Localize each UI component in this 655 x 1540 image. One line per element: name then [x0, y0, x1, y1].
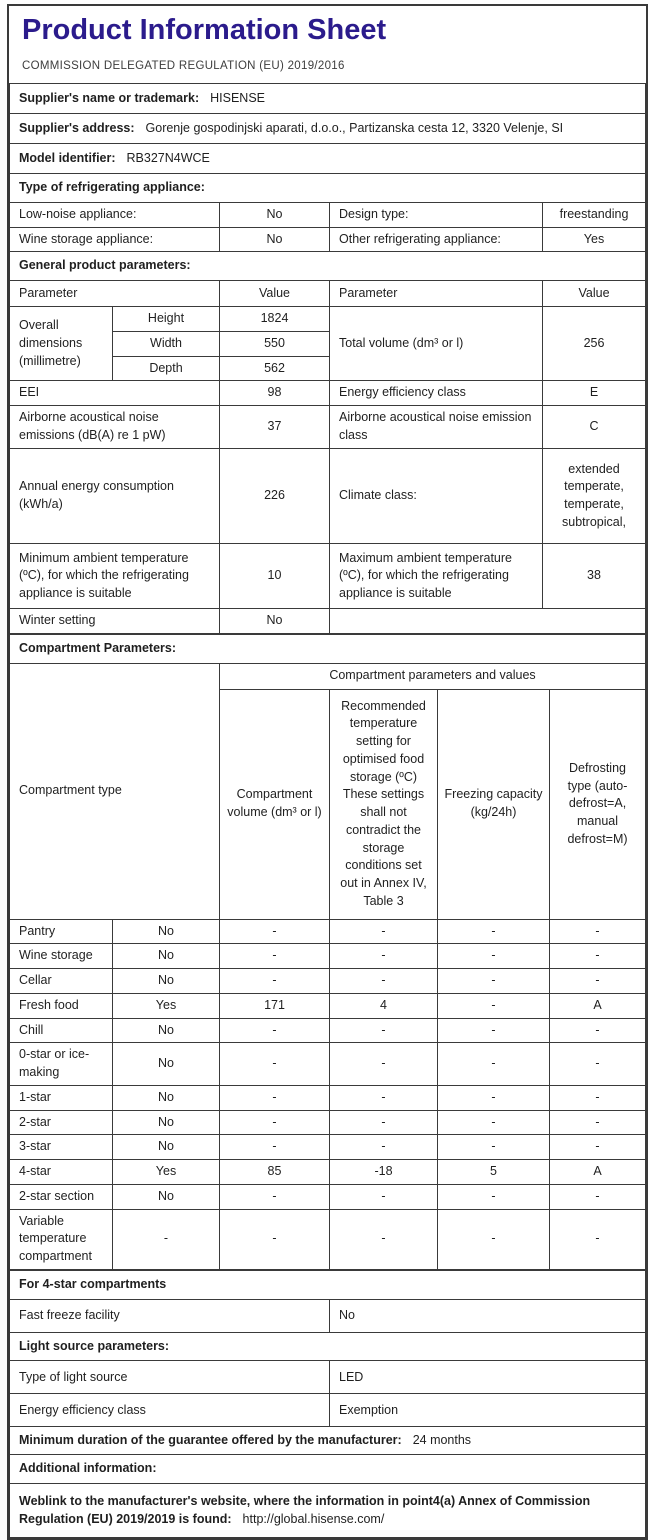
table-row-variable-temperature: [10, 1209, 646, 1269]
compartment-freezing: -: [438, 1209, 550, 1269]
overall-dimensions-label: Overall dimensions (millimetre): [10, 307, 113, 381]
compartment-group-header: Compartment parameters and values: [220, 663, 646, 689]
climate-class-value: extended temperate, temperate, subtropical,: [543, 449, 646, 544]
weblink-row: [10, 1484, 646, 1538]
compartment-type: Cellar: [10, 969, 113, 994]
compartment-volume: -: [220, 1043, 330, 1086]
winter-setting-label: Winter setting: [10, 609, 220, 634]
supplier-address-value: Gorenje gospodinjski aparati, d.o.o., Partizanska cesta 12, 3320 Velenje, SI: [145, 120, 564, 135]
additional-information-row: [10, 1455, 646, 1484]
compartment-type: 2-star section: [10, 1184, 113, 1209]
guarantee-value: 24 months: [412, 1433, 472, 1448]
general-parameters-table: [9, 83, 646, 634]
compartment-present: No: [113, 1135, 220, 1160]
light-source-heading-row: [10, 1332, 646, 1361]
compartment-temperature: -: [330, 919, 438, 944]
compartment-table: [9, 634, 646, 1270]
fast-freeze-label: Fast freeze facility: [10, 1299, 330, 1332]
compartment-freezing: -: [438, 1135, 550, 1160]
compartment-freezing: -: [438, 944, 550, 969]
compartment-freezing: -: [438, 1184, 550, 1209]
guarantee-label: Minimum duration of the guarantee offered by the manufacturer:: [19, 1433, 402, 1448]
compartment-temperature: -: [330, 1209, 438, 1269]
winter-setting-value: No: [220, 609, 330, 634]
compartment-type: Chill: [10, 1018, 113, 1043]
winter-setting-row: [10, 609, 646, 634]
compartment-temperature: -: [330, 1085, 438, 1110]
guarantee-row: [10, 1427, 646, 1455]
parameter-header-2: Parameter: [330, 281, 543, 307]
compartment-defrost: -: [550, 944, 646, 969]
compartment-volume: -: [220, 1110, 330, 1135]
compartment-type: Wine storage: [10, 944, 113, 969]
compartment-freezing: -: [438, 993, 550, 1018]
light-source-type-value: LED: [330, 1361, 646, 1394]
compartment-temperature: -: [330, 1018, 438, 1043]
compartment-volume: -: [220, 944, 330, 969]
compartment-defrost: A: [550, 993, 646, 1018]
other-refrigerating-label: Other refrigerating appliance:: [330, 227, 543, 252]
table-row-zero-star: [10, 1043, 646, 1086]
parameter-header-row: [10, 281, 646, 307]
wine-storage-appliance-value: No: [220, 227, 330, 252]
parameter-header-1: Parameter: [10, 281, 220, 307]
compartment-volume: -: [220, 919, 330, 944]
compartment-freezing: 5: [438, 1160, 550, 1185]
four-star-heading-row: [10, 1270, 646, 1299]
table-row-wine-storage: [10, 944, 646, 969]
compartment-defrost: -: [550, 969, 646, 994]
supplier-address-label: Supplier's address:: [19, 120, 135, 135]
compartment-present: -: [113, 1209, 220, 1269]
compartment-freezing: -: [438, 1110, 550, 1135]
supplier-name-value: HISENSE: [210, 90, 266, 105]
weblink-cell: [10, 1484, 646, 1538]
low-noise-label: Low-noise appliance:: [10, 202, 220, 227]
width-value: 550: [220, 331, 330, 356]
eei-row: [10, 381, 646, 406]
table-row-one-star: [10, 1085, 646, 1110]
width-label: Width: [113, 331, 220, 356]
noise-row: [10, 406, 646, 449]
compartment-temperature: -: [330, 1043, 438, 1086]
compartment-temperature: -18: [330, 1160, 438, 1185]
compartment-type-header: Compartment type: [10, 663, 220, 919]
ambient-temperature-row: [10, 544, 646, 609]
fast-freeze-row: [10, 1299, 646, 1332]
compartment-volume: -: [220, 1085, 330, 1110]
compartment-type: 4-star: [10, 1160, 113, 1185]
noise-class-value: C: [543, 406, 646, 449]
compartment-type: Fresh food: [10, 993, 113, 1018]
compartment-freezing: -: [438, 969, 550, 994]
compartment-volume: -: [220, 1135, 330, 1160]
table-row-four-star: [10, 1160, 646, 1185]
fast-freeze-value: No: [330, 1299, 646, 1332]
light-efficiency-row: [10, 1394, 646, 1427]
compartment-freezing: -: [438, 1085, 550, 1110]
compartment-defrost: -: [550, 1043, 646, 1086]
compartment-present: No: [113, 1018, 220, 1043]
compartment-temperature: 4: [330, 993, 438, 1018]
eei-label: EEI: [10, 381, 220, 406]
compartment-temperature: -: [330, 1184, 438, 1209]
title-block: [9, 6, 646, 83]
supplier-name-label: Supplier's name or trademark:: [19, 90, 200, 105]
total-volume-value: 256: [543, 307, 646, 381]
compartment-volume: -: [220, 1209, 330, 1269]
compartment-section-heading: Compartment Parameters:: [10, 634, 646, 663]
compartment-type: Pantry: [10, 919, 113, 944]
compartment-volume: -: [220, 1184, 330, 1209]
type-section-heading-row: [10, 173, 646, 202]
compartment-defrost: -: [550, 1135, 646, 1160]
depth-label: Depth: [113, 356, 220, 381]
compartment-present: No: [113, 944, 220, 969]
compartment-present: Yes: [113, 1160, 220, 1185]
weblink-url[interactable]: http://global.hisense.com/: [242, 1511, 385, 1526]
table-row-fresh-food: [10, 993, 646, 1018]
compartment-volume: 171: [220, 993, 330, 1018]
table-row: [10, 227, 646, 252]
compartment-type: 1-star: [10, 1085, 113, 1110]
table-row: [10, 202, 646, 227]
value-header-1: Value: [220, 281, 330, 307]
compartment-present: No: [113, 919, 220, 944]
eei-value: 98: [220, 381, 330, 406]
compartment-temperature: -: [330, 1135, 438, 1160]
regulation-subtitle: COMMISSION DELEGATED REGULATION (EU) 2019/2016: [22, 59, 345, 72]
supplier-address-cell: [10, 113, 646, 143]
supplier-name-row: [10, 83, 646, 113]
table-row-pantry: [10, 919, 646, 944]
low-noise-value: No: [220, 202, 330, 227]
compartment-volume: -: [220, 969, 330, 994]
climate-class-label: Climate class:: [330, 449, 543, 544]
general-section-heading: General product parameters:: [10, 252, 646, 281]
energy-class-value: E: [543, 381, 646, 406]
noise-emissions-label: Airborne acoustical noise emissions (dB(A) re 1 pW): [10, 406, 220, 449]
compartment-group-header-row: [10, 663, 646, 689]
energy-class-label: Energy efficiency class: [330, 381, 543, 406]
table-row-three-star: [10, 1135, 646, 1160]
four-star-heading: For 4-star compartments: [10, 1270, 646, 1299]
table-row-chill: [10, 1018, 646, 1043]
annual-energy-label: Annual energy consumption (kWh/a): [10, 449, 220, 544]
light-efficiency-value: Exemption: [330, 1394, 646, 1427]
design-type-value: freestanding: [543, 202, 646, 227]
page-title: Product Information Sheet: [22, 14, 387, 46]
noise-class-label: Airborne acoustical noise emission class: [330, 406, 543, 449]
compartment-present: No: [113, 1110, 220, 1135]
compartment-volume: -: [220, 1018, 330, 1043]
compartment-defrost: -: [550, 919, 646, 944]
guarantee-cell: [10, 1427, 646, 1455]
compartment-present: Yes: [113, 993, 220, 1018]
light-source-heading: Light source parameters:: [10, 1332, 646, 1361]
compartment-volume: 85: [220, 1160, 330, 1185]
max-ambient-value: 38: [543, 544, 646, 609]
table-row-two-star-section: [10, 1184, 646, 1209]
model-identifier-label: Model identifier:: [19, 150, 116, 165]
compartment-defrost: A: [550, 1160, 646, 1185]
compartment-present: No: [113, 1184, 220, 1209]
empty-cell: [330, 609, 646, 634]
table-row-cellar: [10, 969, 646, 994]
min-ambient-value: 10: [220, 544, 330, 609]
compartment-present: No: [113, 969, 220, 994]
compartment-type: Variable temperature compartment: [10, 1209, 113, 1269]
height-label: Height: [113, 307, 220, 332]
depth-value: 562: [220, 356, 330, 381]
compartment-type: 2-star: [10, 1110, 113, 1135]
compartment-section-heading-row: [10, 634, 646, 663]
compartment-temperature: -: [330, 969, 438, 994]
product-information-sheet: [7, 4, 648, 1540]
wine-storage-appliance-label: Wine storage appliance:: [10, 227, 220, 252]
model-identifier-cell: [10, 143, 646, 173]
other-refrigerating-value: Yes: [543, 227, 646, 252]
compartment-temperature: -: [330, 1110, 438, 1135]
compartment-freezing: -: [438, 919, 550, 944]
compartment-defrost: -: [550, 1184, 646, 1209]
compartment-temperature: -: [330, 944, 438, 969]
column-header-volume: Compartment volume (dm³ or l): [220, 689, 330, 919]
compartment-present: No: [113, 1085, 220, 1110]
compartment-defrost: -: [550, 1209, 646, 1269]
supplier-address-row: [10, 113, 646, 143]
light-source-type-label: Type of light source: [10, 1361, 330, 1394]
noise-emissions-value: 37: [220, 406, 330, 449]
max-ambient-label: Maximum ambient temperature (ºC), for which the refrigerating appliance is suitable: [330, 544, 543, 609]
general-section-heading-row: [10, 252, 646, 281]
column-header-defrosting: Defrosting type (auto-defrost=A, manual defrost=M): [550, 689, 646, 919]
annual-energy-row: [10, 449, 646, 544]
compartment-defrost: -: [550, 1110, 646, 1135]
light-efficiency-label: Energy efficiency class: [10, 1394, 330, 1427]
compartment-type: 3-star: [10, 1135, 113, 1160]
model-identifier-value: RB327N4WCE: [126, 150, 210, 165]
dimension-row-height: [10, 307, 646, 332]
column-header-freezing: Freezing capacity (kg/24h): [438, 689, 550, 919]
min-ambient-label: Minimum ambient temperature (ºC), for which the refrigerating appliance is suitable: [10, 544, 220, 609]
compartment-type: 0-star or ice-making: [10, 1043, 113, 1086]
weblink-label: Weblink to the manufacturer's website, where the information in point4(a) Annex of Commission Regulation (EU) 2019/2019 is found:: [19, 1493, 591, 1526]
additional-information-heading: Additional information:: [10, 1455, 646, 1484]
compartment-defrost: -: [550, 1085, 646, 1110]
column-header-temperature: Recommended temperature setting for optimised food storage (ºC) These settings shall not contradict the storage conditions set out in Annex IV, Table 3: [330, 689, 438, 919]
height-value: 1824: [220, 307, 330, 332]
annual-energy-value: 226: [220, 449, 330, 544]
design-type-label: Design type:: [330, 202, 543, 227]
compartment-freezing: -: [438, 1043, 550, 1086]
type-section-heading: Type of refrigerating appliance:: [10, 173, 646, 202]
light-source-type-row: [10, 1361, 646, 1394]
compartment-freezing: -: [438, 1018, 550, 1043]
footer-table: [9, 1270, 646, 1538]
model-identifier-row: [10, 143, 646, 173]
total-volume-label: Total volume (dm³ or l): [330, 307, 543, 381]
compartment-present: No: [113, 1043, 220, 1086]
supplier-name-cell: [10, 83, 646, 113]
table-row-two-star: [10, 1110, 646, 1135]
value-header-2: Value: [543, 281, 646, 307]
compartment-defrost: -: [550, 1018, 646, 1043]
